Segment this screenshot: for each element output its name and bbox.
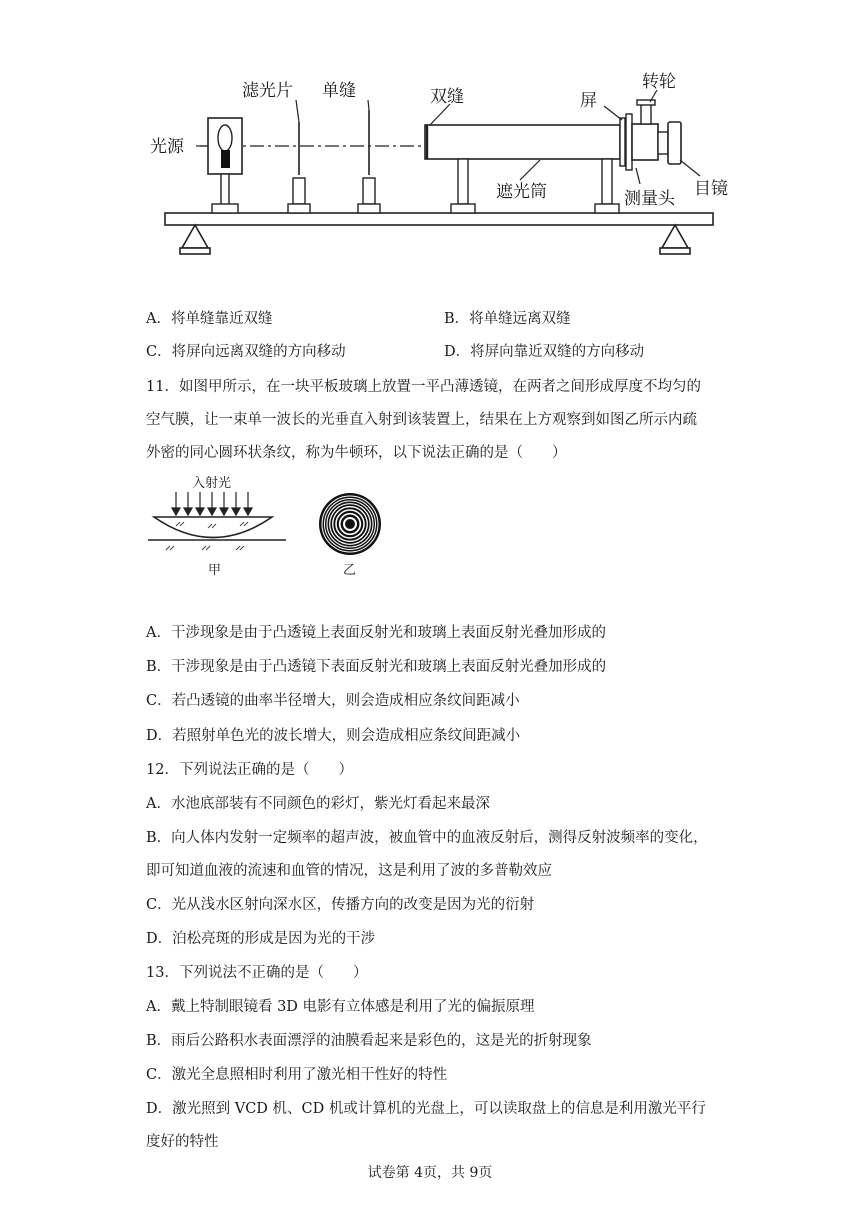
q13-stem: 13．下列说法不正确的是（ ） (146, 965, 368, 981)
label-measuring-head: 测量头 (624, 189, 675, 209)
q12-option-d: D．泊松亮斑的形成是因为光的干涉 (146, 931, 376, 947)
label-wheel: 转轮 (642, 72, 676, 92)
label-filter: 滤光片 (242, 81, 293, 101)
label-incident-light: 入射光 (192, 476, 232, 491)
q13-option-b: B．雨后公路积水表面漂浮的油膜看起来是彩色的，这是光的折射现象 (146, 1033, 592, 1049)
q13-option-a: A．戴上特制眼镜看 3D 电影有立体感是利用了光的偏振原理 (146, 999, 535, 1015)
q11-stem-line-3: 外密的同心圆环状条纹，称为牛顿环，以下说法正确的是（ ） (146, 445, 567, 461)
double-slit-apparatus-figure (0, 0, 860, 290)
q12-option-c: C．光从浅水区射向深水区，传播方向的改变是因为光的衍射 (146, 897, 535, 913)
q11-stem-line-2: 空气膜，让一束单一波长的光垂直入射到该装置上，结果在上方观察到如图乙所示内疏 (146, 412, 697, 428)
q12-option-b: B．向人体内发射一定频率的超声波，被血管中的血液反射后，测得反射波频率的变化， (146, 830, 708, 846)
label-shade-tube: 遮光筒 (496, 182, 547, 202)
label-jia: 甲 (208, 563, 222, 578)
newton-rings-pattern (319, 493, 381, 555)
q10-option-a: A．将单缝靠近双缝 (146, 311, 273, 327)
q11-option-a: A．干涉现象是由于凸透镜上表面反射光和玻璃上表面反射光叠加形成的 (146, 625, 606, 641)
measuring-head (620, 100, 681, 170)
label-light-source: 光源 (150, 137, 184, 157)
label-screen: 屏 (580, 91, 597, 111)
page-footer: 试卷第 4页，共 9页 (367, 1165, 493, 1181)
label-single-slit: 单缝 (322, 81, 356, 101)
label-double-slit: 双缝 (430, 87, 464, 107)
q11-option-d: D．若照射单色光的波长增大，则会造成相应条纹间距减小 (146, 728, 521, 744)
filter-holder (288, 122, 310, 213)
single-slit-holder (358, 110, 380, 213)
plate-hatch (166, 546, 244, 550)
q10-option-d: D．将屏向靠近双缝的方向移动 (444, 344, 645, 360)
q12-option-b-cont: 即可知道血液的流速和血管的情况，这是利用了波的多普勒效应 (146, 863, 552, 879)
q11-option-c: C．若凸透镜的曲率半径增大，则会造成相应条纹间距减小 (146, 693, 520, 709)
q13-option-c: C．激光全息照相时利用了激光相干性好的特性 (146, 1067, 448, 1083)
newton-rings-figure (140, 468, 400, 583)
label-yi: 乙 (343, 563, 357, 578)
q11-stem-line-1: 11．如图甲所示，在一块平板玻璃上放置一平凸薄透镜，在两者之间形成厚度不均匀的 (146, 379, 701, 395)
q12-option-a: A．水池底部装有不同颜色的彩灯，紫光灯看起来最深 (146, 796, 490, 812)
q10-option-c: C．将屏向远离双缝的方向移动 (146, 344, 346, 360)
incident-arrows (172, 492, 252, 515)
q11-option-b: B．干涉现象是由于凸透镜下表面反射光和玻璃上表面反射光叠加形成的 (146, 659, 607, 675)
q12-stem: 12．下列说法正确的是（ ） (146, 762, 353, 778)
q10-option-b: B．将单缝远离双缝 (444, 311, 571, 327)
q13-option-d: D．激光照到 VCD 机、CD 机或计算机的光盘上，可以读取盘上的信息是利用激光平行 (146, 1101, 706, 1117)
label-eyepiece: 目镜 (694, 179, 728, 199)
q13-option-d-cont: 度好的特性 (146, 1134, 219, 1150)
light-source-lamp (208, 118, 242, 213)
